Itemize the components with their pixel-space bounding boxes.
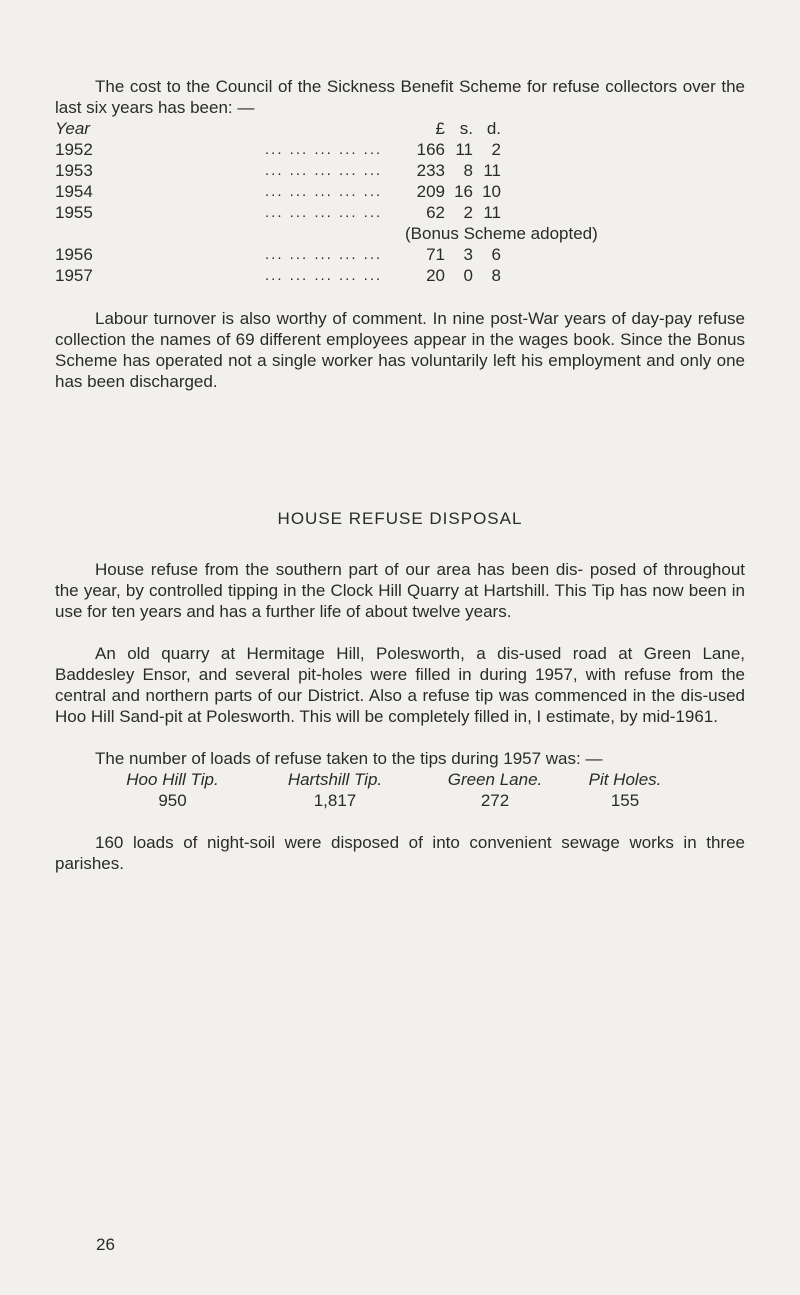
- table-row: [55, 160, 501, 181]
- row-dots: ... ... ... ... ...: [265, 183, 383, 200]
- row-dots: ... ... ... ... ...: [265, 246, 383, 263]
- paragraph-clock-hill: House refuse from the southern part of our area has been dis- posed of throughout the year, by controlled tipping in the Clock Hill Quarry at Hartshill. This Tip has now been in use for ten years and has a further life of about twelve years.: [55, 560, 745, 621]
- row-shillings: 3: [463, 245, 473, 264]
- table-row: [55, 244, 501, 265]
- row-year: 1955: [55, 203, 93, 222]
- row-pence: 2: [491, 140, 501, 159]
- row-year: 1957: [55, 266, 93, 285]
- table-note-row: [55, 223, 501, 244]
- cost-table-header: [55, 118, 501, 139]
- sickness-cost-table: [55, 118, 598, 286]
- row-pounds: 62: [426, 203, 445, 222]
- table-row: [55, 265, 501, 286]
- loads-header: Green Lane.: [447, 770, 543, 789]
- bonus-scheme-note: (Bonus Scheme adopted): [405, 224, 598, 243]
- row-shillings: 2: [463, 203, 473, 222]
- row-shillings: 11: [455, 140, 473, 159]
- row-pence: 11: [483, 161, 501, 180]
- loads-header: Pit Holes.: [588, 770, 662, 789]
- loads-value: 1,817: [313, 791, 357, 810]
- row-pounds: 233: [416, 161, 445, 180]
- section-heading: HOUSE REFUSE DISPOSAL: [277, 509, 523, 528]
- row-year: 1952: [55, 140, 93, 159]
- row-pence: 11: [483, 203, 501, 222]
- loads-value: 155: [610, 791, 640, 810]
- row-dots: ... ... ... ... ...: [265, 267, 383, 284]
- table-row: [55, 139, 501, 160]
- row-year: 1953: [55, 161, 93, 180]
- row-pence: 8: [491, 266, 501, 285]
- table-row: [55, 181, 501, 202]
- pence-header: d.: [486, 119, 501, 138]
- row-pounds: 20: [426, 266, 445, 285]
- row-shillings: 0: [463, 266, 473, 285]
- row-dots: ... ... ... ... ...: [265, 141, 383, 158]
- loads-header-row: [95, 769, 680, 790]
- shillings-header: s.: [459, 119, 473, 138]
- row-dots: ... ... ... ... ...: [265, 204, 383, 221]
- document-page: [55, 76, 745, 874]
- row-year: 1954: [55, 182, 93, 201]
- year-header: Year: [55, 119, 90, 138]
- labour-turnover-paragraph: Labour turnover is also worthy of comment. In nine post-War years of day-pay refuse collection the names of 69 different employees appear in the wages book. Since the Bonus Scheme has operated not a single worker has voluntarily left his employment and only one has been discharged.: [55, 309, 745, 391]
- row-pounds: 209: [416, 182, 445, 201]
- loads-values-row: [95, 790, 680, 811]
- row-pounds: 166: [416, 140, 445, 159]
- row-pence: 6: [491, 245, 501, 264]
- loads-value: 950: [158, 791, 187, 810]
- loads-table: [95, 769, 680, 811]
- table-row: [55, 202, 501, 223]
- row-pounds: 71: [426, 245, 445, 264]
- pounds-header: £: [435, 119, 445, 138]
- paragraph-loads-intro: The number of loads of refuse taken to the tips during 1957 was: —: [95, 749, 603, 768]
- closing-paragraph: 160 loads of night-soil were disposed of into convenient sewage works in three parishes.: [55, 833, 745, 873]
- row-year: 1956: [55, 245, 93, 264]
- row-shillings: 8: [463, 161, 473, 180]
- loads-header: Hartshill Tip.: [287, 770, 383, 789]
- page-number: 26: [96, 1235, 115, 1254]
- paragraph-quarries: An old quarry at Hermitage Hill, Polesworth, a dis-used road at Green Lane, Baddesley Ensor, and several pit-holes were filled in during 1957, with refuse from the central and northern parts of our District. Also a refuse tip was commenced in the dis-used Hoo Hill Sand-pit at Polesworth. This will be completely filled in, I estimate, by mid-1961.: [55, 644, 745, 726]
- row-shillings: 16: [454, 182, 473, 201]
- loads-header: Hoo Hill Tip.: [126, 770, 219, 789]
- intro-paragraph: The cost to the Council of the Sickness Benefit Scheme for refuse collectors over the last six years has been: —: [55, 77, 745, 117]
- loads-value: 272: [480, 791, 510, 810]
- row-pence: 10: [482, 182, 501, 201]
- row-dots: ... ... ... ... ...: [265, 162, 383, 179]
